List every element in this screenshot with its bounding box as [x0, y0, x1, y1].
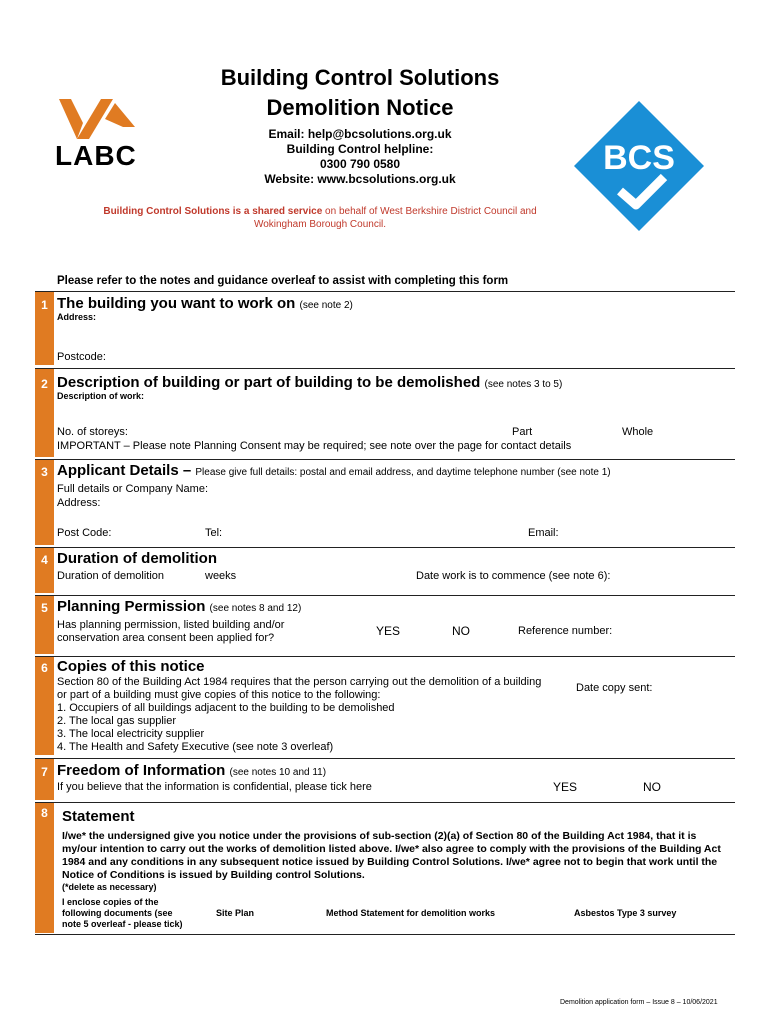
divider — [35, 758, 735, 759]
labc-logo — [55, 95, 147, 175]
section-title: Planning Permission (see notes 8 and 12) — [57, 598, 302, 615]
site-plan-option[interactable]: Site Plan — [216, 908, 255, 918]
reference-number-label[interactable]: Reference number: — [518, 625, 613, 637]
planning-yes-option[interactable]: YES — [376, 624, 401, 638]
section-number: 1 — [41, 298, 48, 312]
tel-label[interactable]: Tel: — [205, 527, 223, 539]
divider — [35, 595, 735, 596]
divider — [35, 291, 735, 292]
important-note: IMPORTANT – Please note Planning Consent may be required; see note over the page for contact details — [57, 440, 572, 452]
bcs-wordmark: BCS — [603, 139, 675, 177]
section-title: The building you want to work on (see note 2) — [57, 295, 353, 312]
statement-text: I/we* the undersigned give you notice under the provisions of sub-section (2)(a) of Section 80 of the Building Act 1984, that it is my/our intention to carry out the works of demolition listed above. I/we* also agree to comply with the provisions of the Building Act 1984 and any conditions in any subsequent notice issued by Building Control Solutions. I/we* agree not to begin that work until the Notice of Conditions is issued by Building control Solutions. — [62, 830, 721, 881]
enclose-label: I enclose copies of the following documents (see note 5 overleaf - please tick) — [62, 897, 183, 929]
part-option[interactable]: Part — [512, 426, 533, 438]
section-title: Applicant Details – Please give full details: postal and email address, and daytime telephone number (see note 1) — [57, 462, 611, 479]
page-title: Building Control Solutions Demolition Notice — [220, 65, 500, 120]
section-bar — [35, 803, 54, 933]
postcode-label[interactable]: Postcode: — [57, 351, 106, 363]
method-statement-option[interactable]: Method Statement for demolition works — [326, 908, 496, 918]
whole-option[interactable]: Whole — [622, 426, 654, 438]
section-title: Duration of demolition — [57, 550, 217, 567]
duration-label[interactable]: Duration of demolition — [57, 570, 165, 582]
full-details-label[interactable]: Full details or Company Name: — [57, 483, 209, 495]
labc-wordmark: LABC — [55, 140, 137, 171]
divider — [35, 934, 735, 935]
section-title: Freedom of Information (see notes 10 and 11) — [57, 762, 327, 779]
shared-service-note: Building Control Solutions is a shared service on behalf of West Berkshire District Council and Wokingham Borough Council. — [103, 206, 537, 230]
section-title: Statement — [62, 808, 135, 825]
delete-note: (*delete as necessary) — [62, 882, 157, 892]
section-number: 2 — [41, 377, 48, 391]
intro-text: Please refer to the notes and guidance overleaf to assist with completing this form — [57, 275, 509, 287]
divider — [35, 547, 735, 548]
address-label[interactable]: Address: — [57, 312, 97, 322]
divider — [35, 459, 735, 460]
weeks-label: weeks — [205, 570, 237, 582]
bcs-logo — [572, 99, 706, 233]
description-label[interactable]: Description of work: — [57, 391, 145, 401]
planning-no-option[interactable]: NO — [452, 624, 470, 638]
section-number: 5 — [41, 601, 48, 615]
divider — [35, 368, 735, 369]
section-title: Copies of this notice — [57, 658, 205, 675]
applicant-postcode-label[interactable]: Post Code: — [57, 527, 112, 539]
storeys-label[interactable]: No. of storeys: — [57, 426, 128, 438]
footer-text: Demolition application form – Issue 8 – 10/06/2021 — [560, 999, 718, 1006]
copies-text: Section 80 of the Building Act 1984 requires that the person carrying out the demolition of a building or part of a building must give copies of this notice to the following: 1. Occupiers of all buildings adjacent to the building to be demolished 2. The local gas supplier 3. The local electricity supplier 4. The Health and Safety Executive (see note 3 overleaf) — [57, 676, 542, 753]
applicant-address-label[interactable]: Address: — [57, 497, 101, 509]
asbestos-survey-option[interactable]: Asbestos Type 3 survey — [574, 908, 677, 918]
foi-no-option[interactable]: NO — [643, 780, 661, 794]
section-number: 6 — [41, 661, 48, 675]
section-number: 7 — [41, 765, 48, 779]
planning-question: Has planning permission, listed building and/or conservation area consent been applied for? — [57, 619, 285, 644]
email-label[interactable]: Email: — [528, 527, 559, 539]
divider — [35, 802, 735, 803]
section-title: Description of building or part of building to be demolished (see notes 3 to 5) — [57, 374, 563, 391]
confidential-text: If you believe that the information is confidential, please tick here — [57, 781, 372, 793]
section-number: 8 — [41, 806, 48, 820]
date-copy-sent-label[interactable]: Date copy sent: — [576, 682, 653, 694]
section-number: 4 — [41, 553, 48, 567]
contact-details: Email: help@bcsolutions.org.uk Building Control helpline: 0300 790 0580 Website: www.bcsolutions.org.uk — [264, 127, 456, 186]
commence-date-label[interactable]: Date work is to commence (see note 6): — [416, 570, 611, 582]
foi-yes-option[interactable]: YES — [553, 780, 578, 794]
divider — [35, 656, 735, 657]
section-number: 3 — [41, 465, 48, 479]
